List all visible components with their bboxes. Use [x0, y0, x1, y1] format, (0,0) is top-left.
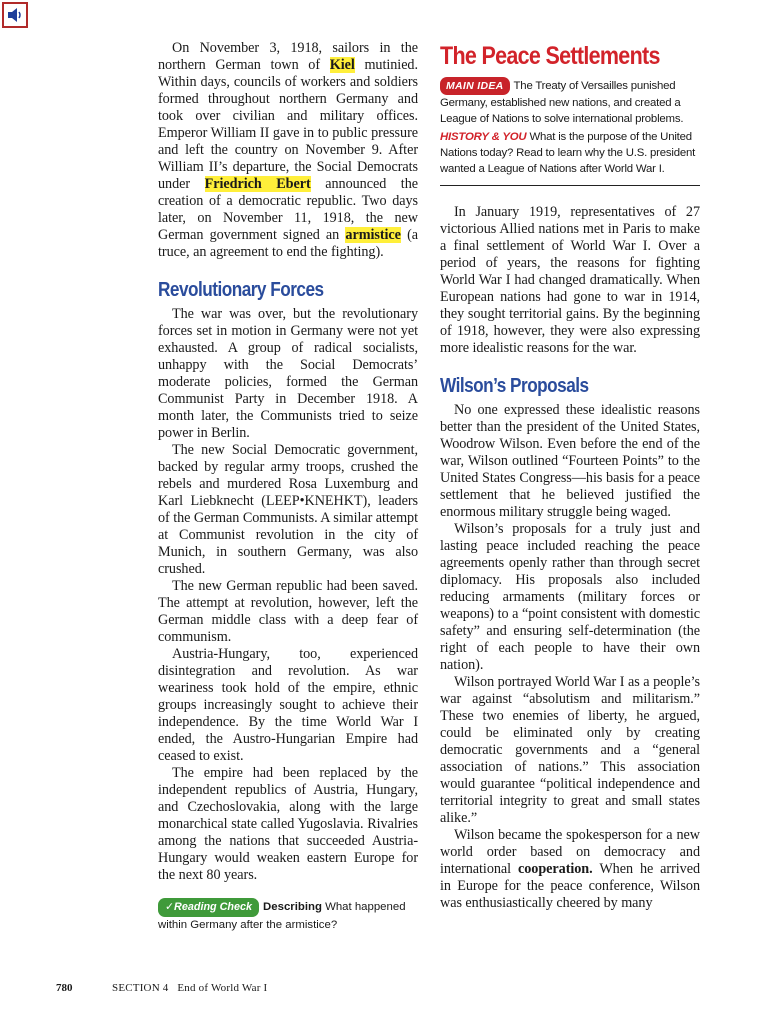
main-idea — [440, 77, 700, 127]
kiel-highlight[interactable]: Kiel — [329, 57, 355, 73]
speaker-icon — [6, 7, 24, 23]
main-idea-badge: MAIN IDEA — [440, 77, 510, 95]
paragraph: Wilson became the spokesperson for a new world order based on democracy and international cooperation. When he arrived in Europe for the peace conference, Wilson was enthusiastically cheered by many — [440, 827, 700, 911]
section-label: SECTION 4 End of World War I — [112, 982, 268, 994]
paragraph: The new Social Democratic government, backed by regular army troops, crushed the rebels and murdered Rosa Luxemburg and Karl Liebknecht (LEEP•KNEHKT), leaders of the German Communists. A similar attempt at Communist revolution in the city of Munich, in southern Germany, was also crushed. — [158, 442, 418, 577]
page-title: The Peace Settlements — [440, 42, 660, 70]
paragraph: Wilson’s proposals for a truly just and lasting peace included reaching the peace agreements openly rather than through secret diplomacy. His proposals also included reducing armaments (military forces or weapons) to a “point consistent with domestic safety” and ensuring self-determination (the right of each people to have their own nation). — [440, 521, 700, 673]
paragraph: The war was over, but the revolutionary forces set in motion in Germany were not yet exhausted. A group of radical socialists, unhappy with the Social Democrats’ moderate policies, formed the German Communist Party in December 1918. A month later, the Communists tried to seize power in Berlin. — [158, 306, 418, 441]
revolutionary-forces-heading: Revolutionary Forces — [158, 279, 324, 301]
cooperation-term: cooperation. — [517, 861, 593, 877]
paragraph: Wilson portrayed World War I as a people’s war against “absolutism and militarism.” These two enemies of liberty, he argued, could be eliminated only by creating democratic governments and a “general association of nations.” This association would guarantee “political independence and territorial integrity to great and small states alike.” — [440, 674, 700, 826]
reading-check-badge: ✓Reading Check — [158, 898, 259, 917]
paragraph: Austria-Hungary, too, experienced disintegration and revolution. As war weariness took hold of the empire, ethnic groups increasingly sought to achieve their independence. By the time World War I ended, the Austro-Hungarian Empire had ceased to exist. — [158, 646, 418, 764]
paragraph: The empire had been replaced by the independent republics of Austria, Hungary, and Czechoslovakia, along with the large monarchical state called Yugoslavia. Rivalries among the nations that succeeded Austria-Hungary would weaken eastern Europe for the next 80 years. — [158, 765, 418, 883]
wilsons-proposals-heading: Wilson’s Proposals — [440, 375, 589, 397]
ebert-highlight[interactable]: Friedrich Ebert — [204, 176, 311, 192]
audio-button[interactable] — [2, 2, 28, 28]
armistice-highlight[interactable]: armistice — [345, 227, 401, 243]
divider — [440, 185, 700, 186]
history-and-you — [440, 129, 700, 177]
history-you-text: What is the purpose of the United Nations today? Read to learn why the U.S. president wanted a League of Nations after World War I. — [440, 131, 696, 175]
reading-check — [158, 898, 418, 934]
main-idea-text: The Treaty of Versailles punished Germany, established new nations, and created a League of Nations to solve international problems. — [440, 80, 684, 125]
intro-paragraph: On November 3, 1918, sailors in the northern German town of Kiel mutinied. Within days, councils of workers and soldiers formed throughout northern Germany and took over civilian and military offices. Emperor William II gave in to public pressure and left the country on November 9. After William II’s departure, the Social Democrats under Friedrich Ebert announced the creation of a democratic republic. Two days later, on November 11, 1918, the new German government signed an armistice (a truce, an agreement to end the fighting). — [158, 40, 418, 260]
history-you-label: HISTORY & YOU — [440, 131, 527, 143]
paragraph: In January 1919, representatives of 27 victorious Allied nations met in Paris to make a final settlement of World War I. Over a period of years, the reasons for fighting World War I had changed dramatically. When European nations had gone to war in 1914, they sought territorial gains. By the beginning of 1918, however, they were also expressing more idealistic reasons for the war. — [440, 204, 700, 356]
left-column — [158, 40, 418, 934]
page-number: 780 — [56, 982, 73, 994]
paragraph: The new German republic had been saved. The attempt at revolution, however, left the German middle class with a deep fear of communism. — [158, 578, 418, 645]
right-column — [440, 42, 700, 912]
paragraph: No one expressed these idealistic reasons better than the president of the United States, Woodrow Wilson. Even before the end of the war, Wilson outlined “Fourteen Points” to the United States Congress—his basis for a peace settlement that he believed justified the enormous military struggle being waged. — [440, 402, 700, 520]
reading-check-question: What happened within Germany after the armistice? — [158, 901, 406, 931]
reading-check-label: Describing — [263, 901, 322, 913]
